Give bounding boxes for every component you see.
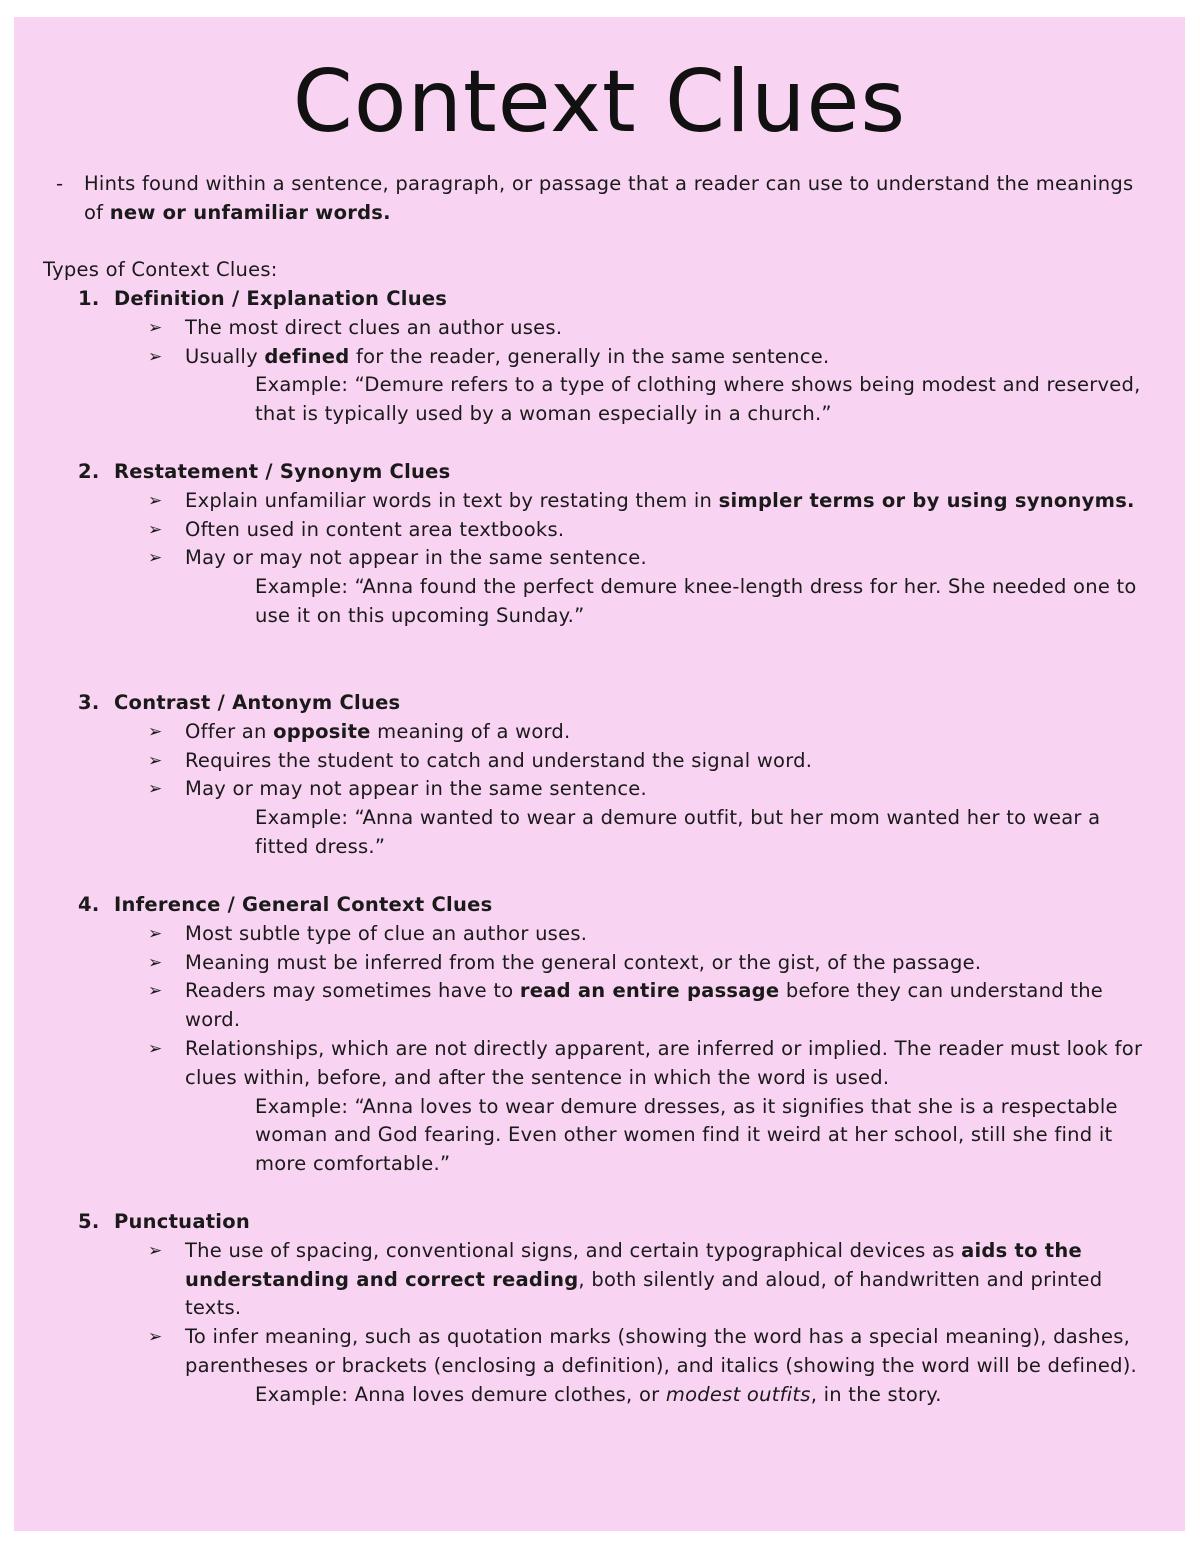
arrow-bullet-icon: ➢ [148,952,163,973]
bullet-item [78,544,1158,573]
example-text-part: Example: Anna loves demure clothes, or [255,1382,666,1406]
bullet-text: Relationships, which are not directly apparent, are inferred or implied. The reader must look for clues within, before, and after the sentence in which the word is used. [185,1036,1143,1089]
intro-bold: new or unfamiliar words. [109,200,391,224]
section-inference-clues [78,891,1158,1179]
arrow-bullet-icon: ➢ [148,317,163,338]
example-text: Example: “Anna found the perfect demure knee-length dress for her. She needed one to use it on this upcoming Sunday.” [255,575,1137,627]
section-title: Definition / Explanation Clues [114,287,448,310]
arrow-bullet-icon: ➢ [148,721,163,742]
bullet-text: Offer an [185,719,274,743]
arrow-bullet-icon: ➢ [148,923,163,944]
intro-dash: - [56,172,64,195]
example-text: Example: “Anna loves to wear demure dresses, as it signifies that she is a respectable woman and God fearing. Even other women find it weird at her school, still she find it more comfortable.” [255,1094,1118,1176]
bullet-item [78,949,1158,978]
section-heading [78,1208,1158,1237]
arrow-bullet-icon: ➢ [148,346,163,367]
bullet-bold: simpler terms or by using synonyms. [718,488,1135,512]
bullet-item [78,487,1158,516]
bullet-item [78,775,1158,804]
section-title: Restatement / Synonym Clues [114,460,451,483]
section-title: Inference / General Context Clues [114,893,493,916]
arrow-bullet-icon: ➢ [148,1240,163,1261]
section-heading [78,891,1158,920]
bullet-text: Most subtle type of clue an author uses. [185,921,588,945]
section-definition-clues [78,285,1158,429]
bullet-text: May or may not appear in the same sentence. [185,777,648,801]
bullet-item [78,920,1158,949]
bullet-item [78,1035,1158,1093]
document-page [14,17,1185,1531]
types-heading: Types of Context Clues: [43,258,278,281]
bullet-item [78,1323,1158,1381]
arrow-bullet-icon: ➢ [148,779,163,800]
bullet-text: Requires the student to catch and understand the signal word. [185,748,813,772]
intro-definition [56,170,1144,228]
bullet-text: The most direct clues an author uses. [185,315,563,339]
arrow-bullet-icon: ➢ [148,519,163,540]
section-heading [78,285,1158,314]
arrow-bullet-icon: ➢ [148,981,163,1002]
page-title: Context Clues [292,52,907,152]
bullet-item [78,343,1158,372]
section-punctuation [78,1208,1158,1410]
bullet-text: Explain unfamiliar words in text by restating them in [185,488,719,512]
example-text: Example: “Anna wanted to wear a demure outfit, but her mom wanted her to wear a fitted dress.” [255,806,1101,858]
bullet-text: Often used in content area textbooks. [185,517,565,541]
example-text [78,1381,1158,1410]
bullet-bold: aids to the understanding and correct reading [185,1238,1082,1291]
section-contrast-clues [78,689,1158,862]
bullet-text: for the reader, generally in the same sentence. [349,344,830,368]
bullet-text: May or may not appear in the same sentence. [185,546,648,570]
bullet-item [78,1237,1158,1323]
bullet-text: Usually [185,344,265,368]
bullet-bold: opposite [273,719,371,743]
bullet-text: Readers may sometimes have to [185,979,520,1003]
bullet-text: , both silently and aloud, of handwritten and printed texts. [185,1267,1103,1320]
section-heading [78,689,1158,718]
section-number: 2. [78,460,100,483]
section-restatement-clues [78,458,1158,631]
arrow-bullet-icon: ➢ [148,1038,163,1059]
bullet-bold: defined [264,344,350,368]
section-number: 3. [78,691,100,714]
arrow-bullet-icon: ➢ [148,750,163,771]
bullet-text: To infer meaning, such as quotation marks (showing the word has a special meaning), dashes, parentheses or brackets (enclosing a definition), and italics (showing the word will be defined). [185,1325,1138,1377]
arrow-bullet-icon: ➢ [148,548,163,569]
bullet-item [78,718,1158,747]
section-number: 4. [78,893,100,916]
bullet-bold: read an entire passage [519,979,780,1003]
section-heading [78,458,1158,487]
bullet-item [78,977,1158,1035]
bullet-item [78,314,1158,343]
bullet-text: Meaning must be inferred from the general context, or the gist, of the passage. [185,950,982,974]
bullet-item [78,747,1158,776]
bullet-text: The use of spacing, conventional signs, and certain typographical devices as [185,1238,962,1262]
bullet-text: before they can understand the word. [185,979,1104,1032]
bullet-text: meaning of a word. [370,719,571,743]
section-title: Punctuation [114,1210,251,1233]
arrow-bullet-icon: ➢ [148,1327,163,1348]
example-text: Example: “Demure refers to a type of clothing where shows being modest and reserved, that is typically used by a woman especially in a church.” [255,373,1141,426]
arrow-bullet-icon: ➢ [148,490,163,511]
example-italic: modest outfits [665,1382,811,1406]
intro-text: Hints found within a sentence, paragraph, or passage that a reader can use to understand the meanings of [84,172,1134,224]
section-number: 1. [78,287,100,310]
example-text-part: , in the story. [810,1382,942,1406]
section-number: 5. [78,1210,100,1233]
section-title: Contrast / Antonym Clues [114,691,401,714]
bullet-item [78,516,1158,545]
